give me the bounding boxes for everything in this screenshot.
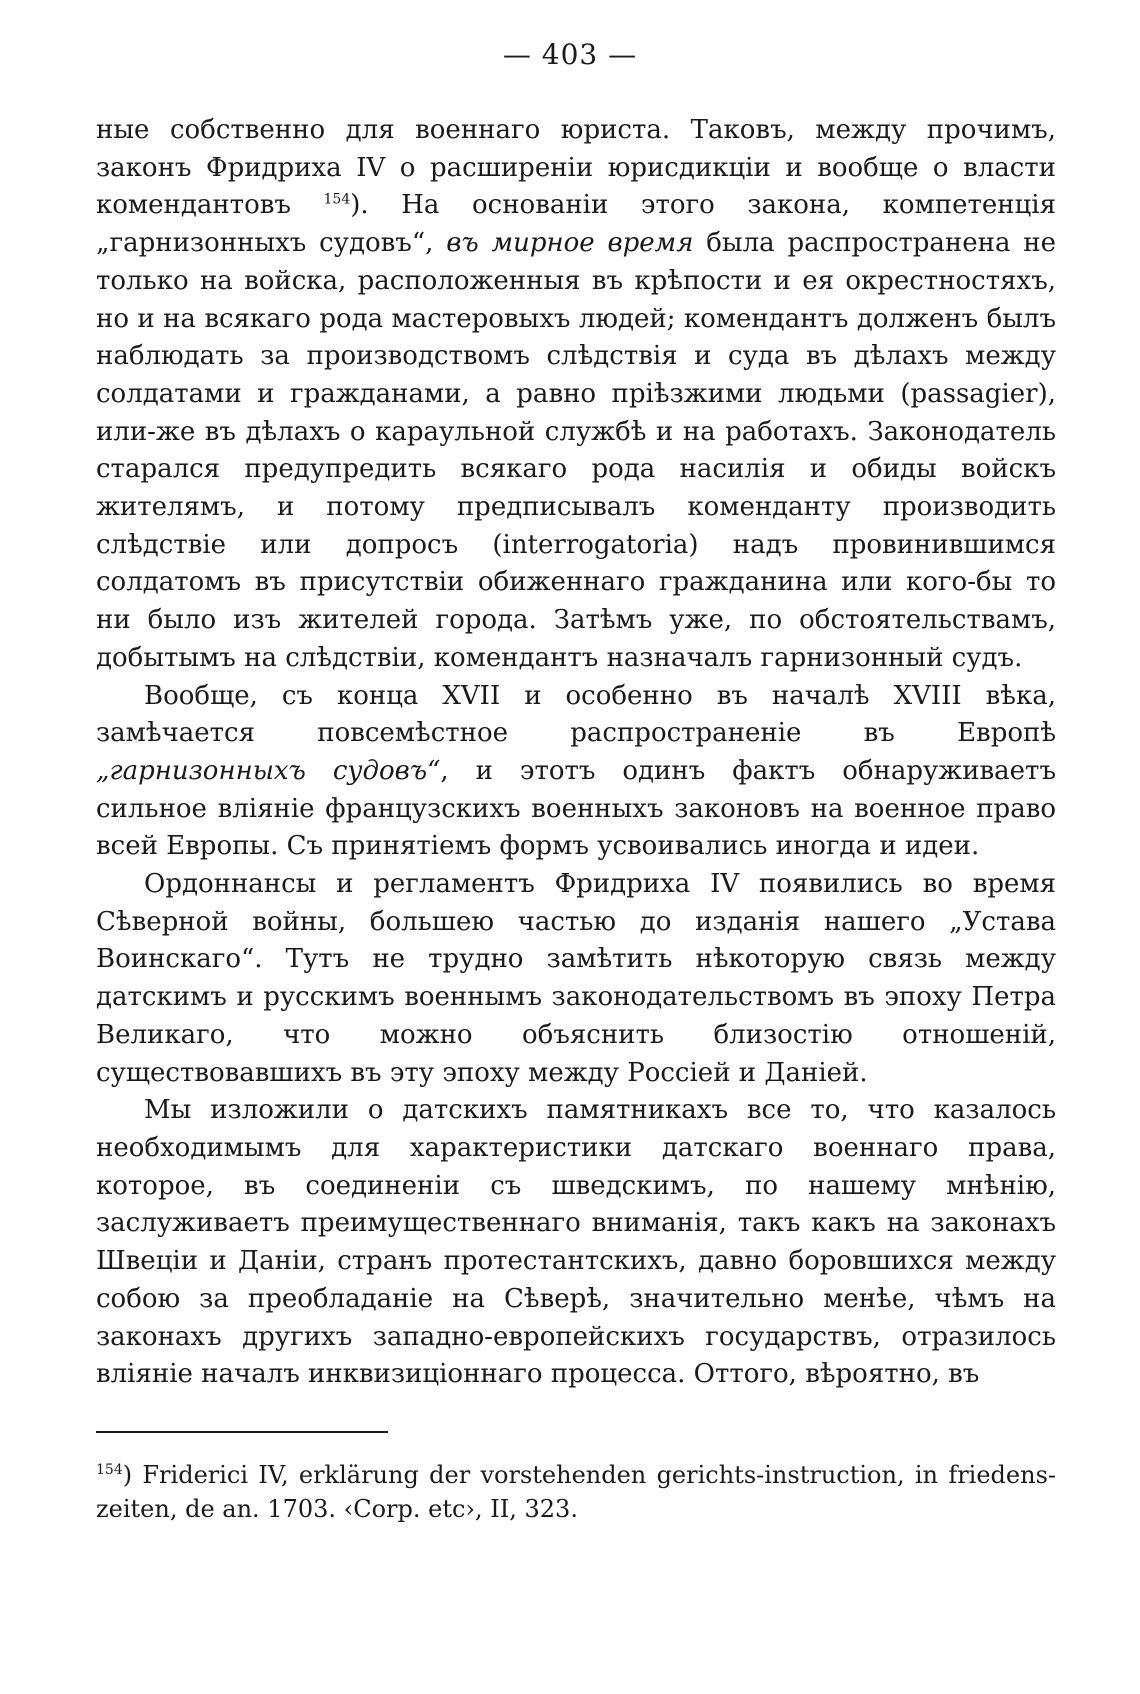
page-number: — 403 —: [502, 38, 638, 71]
footnote-reference: 154: [323, 191, 351, 208]
paragraph-1: [96, 112, 1056, 678]
footnote-text: ) Friderici IV, erklärung der vorstehenden gerichts-instruction, in friedens-zeiten, de an. 1703. ‹Corp. etc›, II, 323.: [96, 1461, 1056, 1523]
paragraph-1-text-a: ные собственно для военнаго юриста. Таковъ, между прочимъ, законъ Фридриха IV о расширенiи юрисдикцiи и вообще о власти комендантовъ: [96, 115, 1056, 221]
footnote: [96, 1458, 1056, 1526]
footnote-divider: [96, 1431, 388, 1433]
paragraph-2-italic: „гарнизонныхъ судовъ“: [96, 755, 441, 786]
body-text: [96, 112, 1056, 1394]
paragraph-1-italic: въ мирное время: [446, 228, 694, 259]
paragraph-2: [96, 678, 1056, 867]
paragraph-4: Мы изложили о датскихъ памятникахъ все то, что казалось необходимымъ для характеристики датскаго военнаго права, которое, въ соединенiи съ шведскимъ, по нашему мнѣнiю, заслуживаетъ преимущественнаго вниманiя, такъ какъ на законахъ Швецiи и Данiи, странъ протестантскихъ, давно боровшихся между собою за преобладанiе на Сѣверѣ, значительно менѣе, чѣмъ на законахъ другихъ западно-европейскихъ государствъ, отразилось влiянiе началъ инквизицiоннаго процесса. Оттого, вѣроятно, въ: [96, 1095, 1056, 1390]
paragraph-2-text-b: , и этотъ одинъ фактъ обнаруживаетъ сильное влiянiе французскихъ военныхъ законовъ на военное право всей Европы. Съ принятiемъ формъ усвоивались иногда и идеи.: [96, 755, 1056, 862]
footnote-mark: 154: [96, 1462, 123, 1478]
paragraph-1-text-b: ). На основанiи этого закона, компетенцiя „гарнизонныхъ судовъ“,: [96, 190, 1056, 259]
paragraph-1-text-c: была распространена не только на войска, расположенныя въ крѣпости и ея окрестностяхъ, но и на всякаго рода мастеровыхъ людей; комендантъ долженъ былъ наблюдать за производствомъ слѣдствiя и суда въ дѣлахъ между солдатами и гражданами, а равно прiѣзжими людьми (passagier), или-же въ дѣлахъ о караульной службѣ и на работахъ. Законодатель старался предупредить всякаго рода насилiя и обиды войскъ жителямъ, и потому предписывалъ коменданту производить слѣдствiе или допросъ (interrogatoria) надъ провинившимся солдатомъ въ присутствiи обиженнаго гражданина или кого-бы то ни было изъ жителей города. Затѣмъ уже, по обстоятельствамъ, добытымъ на слѣдствiи, комендантъ назначалъ гарнизонный судъ.: [96, 228, 1057, 673]
paragraph-2-text-a: Вообще, съ конца XVII и особенно въ началѣ XVIII вѣка, замѣчается повсемѣстное распространенiе въ Европѣ: [96, 680, 1056, 749]
paragraph-3: Ордоннансы и регламентъ Фридриха IV появились во время Сѣверной войны, большею частью до изданiя нашего „Устава Воинскаго“. Тутъ не трудно замѣтить нѣкоторую связь между датскимъ и русскимъ военнымъ законодательствомъ въ эпоху Петра Великаго, что можно объяснить близостiю отношенiй, существовавшихъ въ эту эпоху между Россiей и Данiей.: [96, 869, 1056, 1088]
